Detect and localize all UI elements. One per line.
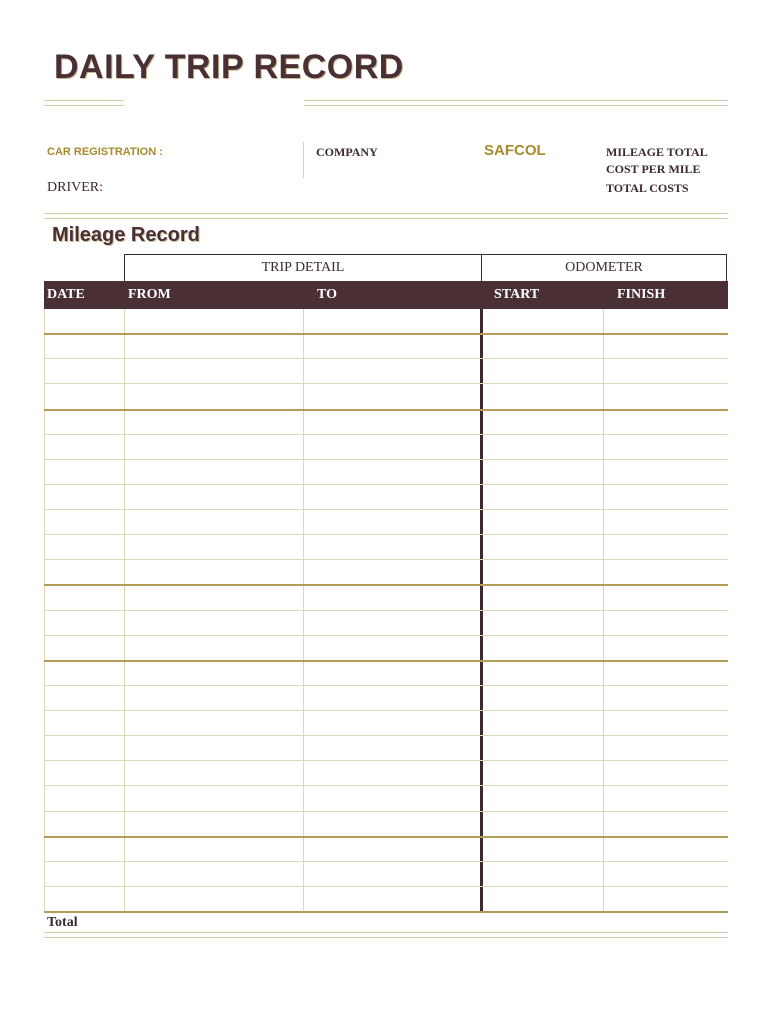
column-start: START <box>494 287 540 302</box>
table-row-line <box>44 735 728 736</box>
table-row-line <box>44 484 728 485</box>
company-label: COMPANY <box>316 145 378 159</box>
info-underline <box>44 213 728 219</box>
title-underline-right <box>304 100 728 106</box>
table-row-line <box>44 861 728 862</box>
total-label: Total <box>47 915 78 930</box>
total-underline <box>44 932 728 938</box>
group-trip-detail: TRIP DETAIL <box>124 254 482 281</box>
mileage-grid <box>44 309 728 912</box>
total-costs-label: TOTAL COSTS <box>606 181 689 195</box>
driver-label: DRIVER: <box>47 180 103 195</box>
company-value: SAFCOL <box>484 142 546 159</box>
table-row-line <box>44 811 728 812</box>
table-row-line <box>44 434 728 435</box>
table-row-line <box>44 911 728 913</box>
table-row-line <box>44 584 728 586</box>
section-title: Mileage Record <box>52 224 200 246</box>
group-odometer: ODOMETER <box>481 254 727 281</box>
table-row-line <box>44 886 728 887</box>
table-row-line <box>44 459 728 460</box>
table-row-line <box>44 383 728 384</box>
info-divider <box>303 142 304 178</box>
table-row-line <box>44 635 728 636</box>
column-date: DATE <box>47 287 85 302</box>
mileage-total-label: MILEAGE TOTAL <box>606 145 708 159</box>
table-row-line <box>44 333 728 335</box>
page-title: DAILY TRIP RECORD <box>54 48 404 86</box>
table-row-line <box>44 710 728 711</box>
column-finish: FINISH <box>617 287 666 302</box>
table-row-line <box>44 610 728 611</box>
table-row-line <box>44 534 728 535</box>
title-underline-left <box>44 100 124 106</box>
table-row-line <box>44 509 728 510</box>
table-row-line <box>44 685 728 686</box>
car-registration-label: CAR REGISTRATION : <box>47 146 163 158</box>
table-row-line <box>44 785 728 786</box>
column-to: TO <box>317 287 337 302</box>
table-row-line <box>44 836 728 838</box>
table-row-line <box>44 409 728 411</box>
table-row-line <box>44 358 728 359</box>
table-row-line <box>44 559 728 560</box>
cost-per-mile-label: COST PER MILE <box>606 162 701 176</box>
table-row-line <box>44 760 728 761</box>
column-from: FROM <box>128 287 171 302</box>
table-row-line <box>44 660 728 662</box>
